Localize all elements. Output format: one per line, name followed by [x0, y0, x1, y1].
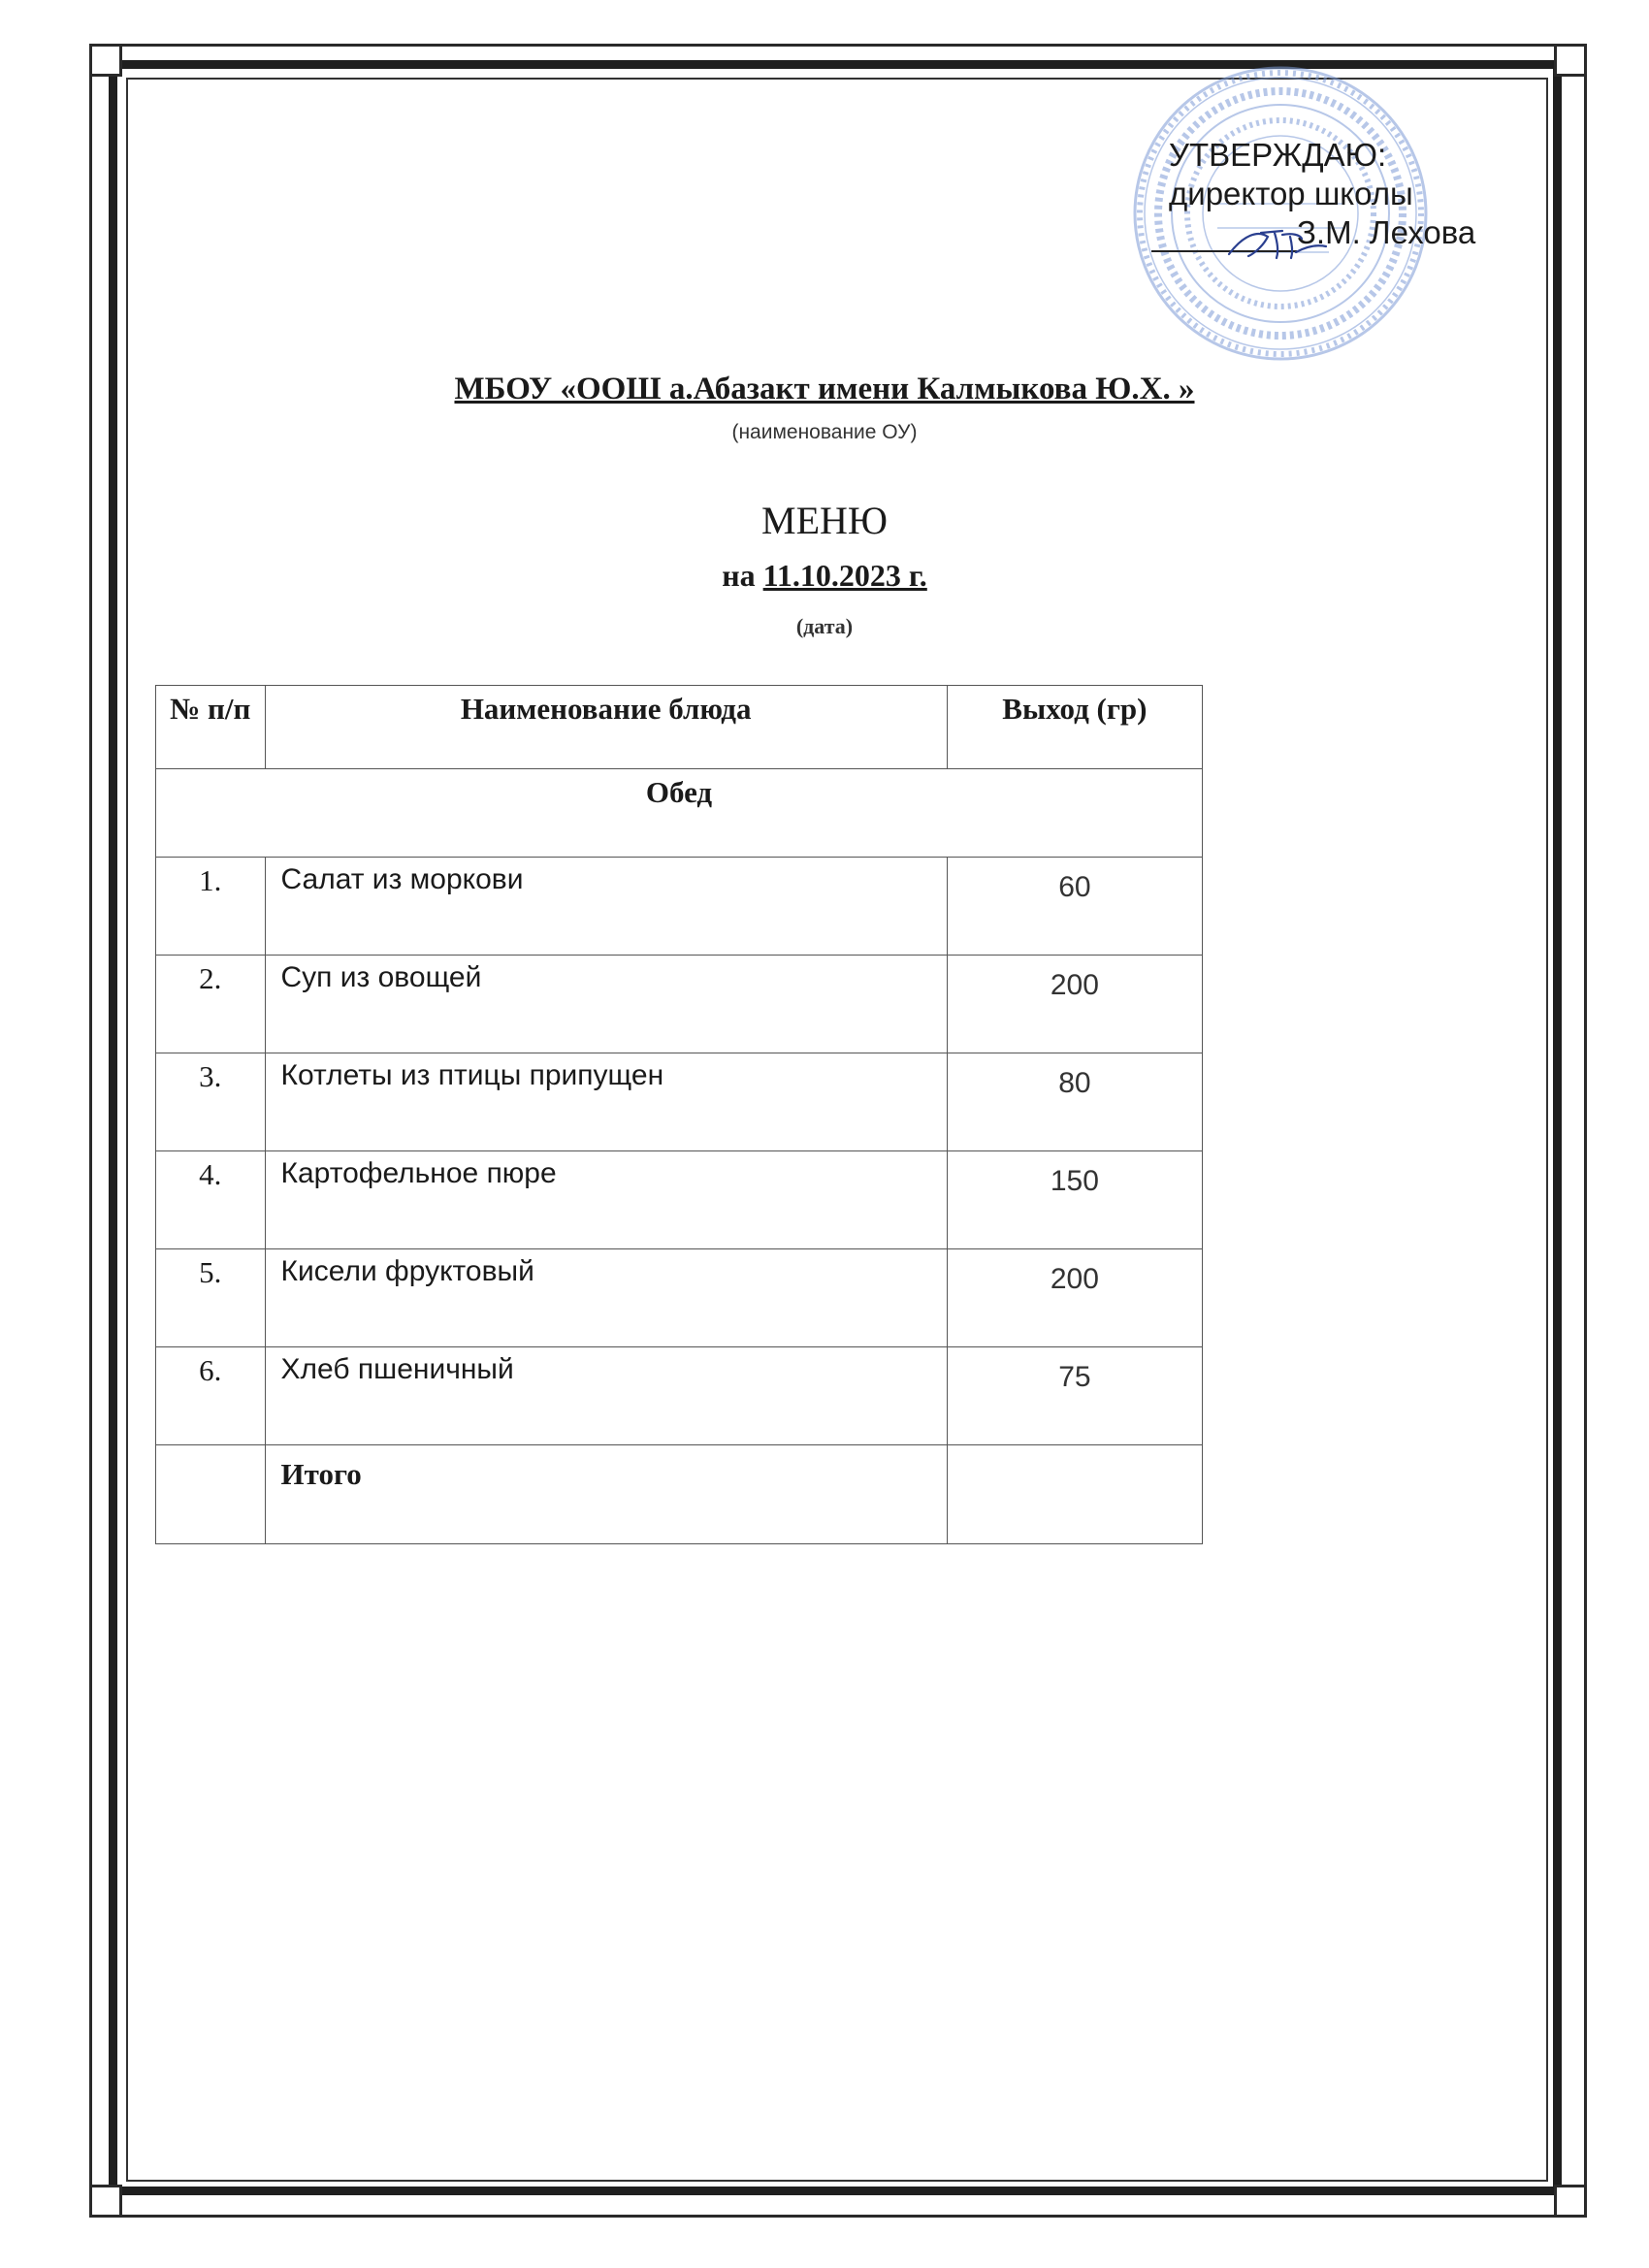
table-row: [156, 1249, 1203, 1347]
organization-caption: (наименование ОУ): [731, 421, 918, 443]
section-label: Обед: [156, 769, 1203, 858]
approver-name: З.М. Лехова: [1297, 214, 1476, 250]
total-row: [156, 1445, 1203, 1544]
total-label: Итого: [265, 1445, 947, 1544]
section-row: [156, 769, 1203, 858]
dish-name: Картофельное пюре: [265, 1151, 947, 1249]
menu-table: [155, 685, 1203, 1544]
row-num: 3.: [156, 1053, 266, 1151]
table-row: [156, 1151, 1203, 1249]
approval-position: директор школы: [1169, 176, 1413, 211]
frame-corner: [89, 44, 122, 77]
header-output: Выход (гр): [947, 686, 1202, 769]
dish-name: Салат из моркови: [265, 858, 947, 956]
table-row: [156, 858, 1203, 956]
table-row: [156, 1053, 1203, 1151]
dish-output: 80: [947, 1053, 1202, 1151]
menu-date: 11.10.2023 г.: [762, 558, 927, 593]
dish-output: 200: [947, 956, 1202, 1053]
header-name: Наименование блюда: [265, 686, 947, 769]
row-num: 5.: [156, 1249, 266, 1347]
dish-name: Котлеты из птицы припущен: [265, 1053, 947, 1151]
table-row: [156, 1347, 1203, 1445]
frame-corner: [1554, 44, 1587, 77]
table-row: [156, 956, 1203, 1053]
handwritten-signature: [1224, 225, 1331, 264]
menu-date-prefix: на: [722, 558, 763, 593]
menu-title: МЕНЮ: [761, 499, 888, 542]
approval-title: УТВЕРЖДАЮ:: [1169, 137, 1387, 173]
frame-corner: [89, 2185, 122, 2218]
row-num: 6.: [156, 1347, 266, 1445]
dish-name: Суп из овощей: [265, 956, 947, 1053]
dish-output: 150: [947, 1151, 1202, 1249]
frame-corner: [1554, 2185, 1587, 2218]
organization-name: МБОУ «ООШ а.Абазакт имени Калмыкова Ю.Х. »: [454, 372, 1195, 406]
row-num: 1.: [156, 858, 266, 956]
menu-date-line: [0, 558, 1649, 594]
row-num: 4.: [156, 1151, 266, 1249]
dish-name: Кисели фруктовый: [265, 1249, 947, 1347]
header-num: № п/п: [156, 686, 266, 769]
dish-output: 75: [947, 1347, 1202, 1445]
dish-name: Хлеб пшеничный: [265, 1347, 947, 1445]
dish-output: 200: [947, 1249, 1202, 1347]
dish-output: 60: [947, 858, 1202, 956]
total-value: [947, 1445, 1202, 1544]
total-num-cell: [156, 1445, 266, 1544]
table-header-row: [156, 686, 1203, 769]
row-num: 2.: [156, 956, 266, 1053]
date-caption: (дата): [795, 614, 854, 638]
